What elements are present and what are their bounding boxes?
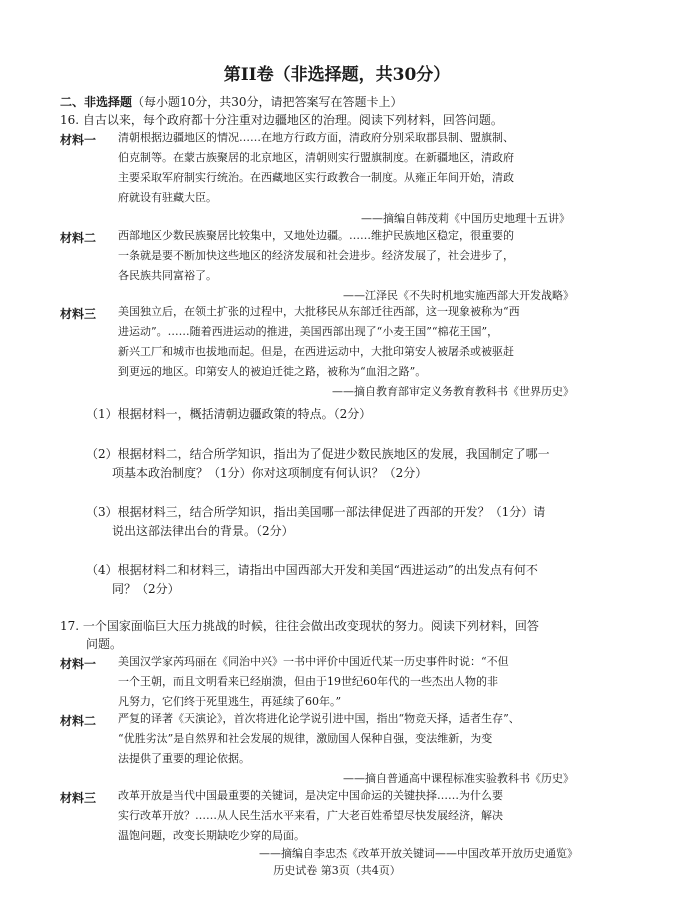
q16-m1-line: 主要采取军府制实行统治。在西藏地区实行政教合一制度。从雍正年间开始，清政 (118, 171, 514, 184)
q17-m2-source: ——摘自普通高中课程标准实验教科书《历史》 (343, 772, 574, 785)
q16-m1-source: ——摘编自韩茂莉《中国历史地理十五讲》 (361, 212, 570, 225)
q16-m2-label: 材料二 (60, 231, 97, 245)
q16-m2-line: 各民族共同富裕了。 (118, 269, 217, 282)
q17-m3-line: 温饱问题，改变长期缺吃少穿的局面。 (118, 829, 305, 842)
q17-m1-line: 美国汉学家芮玛丽在《同治中兴》一书中评价中国近代某一历史事件时说：“不但 (118, 655, 509, 668)
q16-m3-line: 进运动”。……随着西进运动的推进，美国西部出现了“小麦王国”“棉花王国”， (118, 325, 499, 338)
section-note: （每小题10分，共30分，请把答案写在答题卡上） (132, 95, 403, 109)
q16-m2-line: 一条就是要不断加快这些地区的经济发展和社会进步。经济发展了，社会进步了， (118, 249, 514, 262)
q16-sub-2-cont: 项基本政治制度？（1分）你对这项制度有何认识？（2分） (112, 466, 428, 480)
q16-sub-4-cont: 同？（2分） (112, 582, 180, 596)
q17-m2-line: 法提供了重要的理论依据。 (118, 752, 250, 765)
page-footer: 历史试卷 第3页（共4页） (273, 864, 401, 877)
q16-m1-line: 伯克制等。在蒙古族聚居的北京地区，清朝则实行盟旗制度。在新疆地区，清政府 (118, 151, 514, 164)
q16-stem: 16. 自古以来，每个政府都十分注重对边疆地区的治理。阅读下列材料，回答问题。 (60, 113, 503, 127)
q16-sub-4: （4）根据材料二和材料三，请指出中国西部大开发和美国“西进运动”的出发点有何不 (86, 563, 538, 577)
section-heading-row (60, 94, 403, 110)
section-heading: 二、非选择题 (60, 95, 133, 109)
q17-m1-line: 一个王朝，而且文明看来已经崩溃，但由于19世纪60年代的一些杰出人物的非 (118, 675, 498, 688)
q16-m3-line: 到更远的地区。印第安人的被迫迁徙之路，被称为“血泪之路”。 (118, 365, 427, 378)
q16-m1-line: 府就设有驻藏大臣。 (118, 191, 217, 204)
q17-m1-line: 凡努力，它们终于死里逃生，再延续了60年。” (118, 695, 342, 708)
q17-stem: 17. 一个国家面临巨大压力挑战的时候，往往会做出改变现状的努力。阅读下列材料，回答 (60, 619, 539, 633)
q17-m3-line: 改革开放是当代中国最重要的关键词，是决定中国命运的关键抉择……为什么要 (118, 789, 503, 802)
q16-sub-3-cont: 说出这部法律出台的背景。（2分） (112, 524, 294, 538)
q17-m3-line: 实行改革开放？……从人民生活水平来看，广大老百姓希望尽快发展经济，解决 (118, 809, 503, 822)
paper-title: 第II卷（非选择题，共30分） (223, 65, 451, 85)
q16-m1-label: 材料一 (60, 133, 97, 147)
q17-m2-line: 严复的译著《天演论》，首次将进化论学说引进中国，指出“物竞天择，适者生存”、 (118, 712, 520, 725)
q16-m3-line: 新兴工厂和城市也拔地而起。但是，在西进运动中，大批印第安人被屠杀或被驱赶 (118, 345, 514, 358)
q17-m2-label: 材料二 (60, 714, 97, 728)
q16-m1-line: 清朝根据边疆地区的情况……在地方行政方面，清政府分别采取郡县制、盟旗制、 (118, 131, 514, 144)
q16-sub-2: （2）根据材料二，结合所学知识，指出为了促进少数民族地区的发展，我国制定了哪一 (86, 447, 550, 461)
q16-m3-label: 材料三 (60, 307, 97, 321)
q17-stem-cont: 问题。 (86, 637, 123, 651)
q16-m3-source: ——摘自教育部审定义务教育教科书《世界历史》 (332, 385, 574, 398)
q16-m3-line: 美国独立后，在领土扩张的过程中，大批移民从东部迁往西部，这一现象被称为“西 (118, 305, 520, 318)
q16-sub-1: （1）根据材料一，概括清朝边疆政策的特点。（2分） (86, 407, 372, 421)
q16-m2-source: ——江泽民《不失时机地实施西部大开发战略》 (343, 289, 574, 302)
q16-sub-3: （3）根据材料三，结合所学知识，指出美国哪一部法律促进了西部的开发？（1分）请 (86, 505, 546, 519)
q17-m2-line: “优胜劣汰”是自然界和社会发展的规律，激励国人保种自强，变法维新，为变 (118, 732, 493, 745)
q17-m3-source: ——摘编自李忠杰《改革开放关键词——中国改革开放历史通览》 (259, 847, 578, 860)
q16-m2-line: 西部地区少数民族聚居比较集中，又地处边疆。……维护民族地区稳定，很重要的 (118, 229, 514, 242)
q17-m3-label: 材料三 (60, 791, 97, 805)
q17-m1-label: 材料一 (60, 657, 97, 671)
